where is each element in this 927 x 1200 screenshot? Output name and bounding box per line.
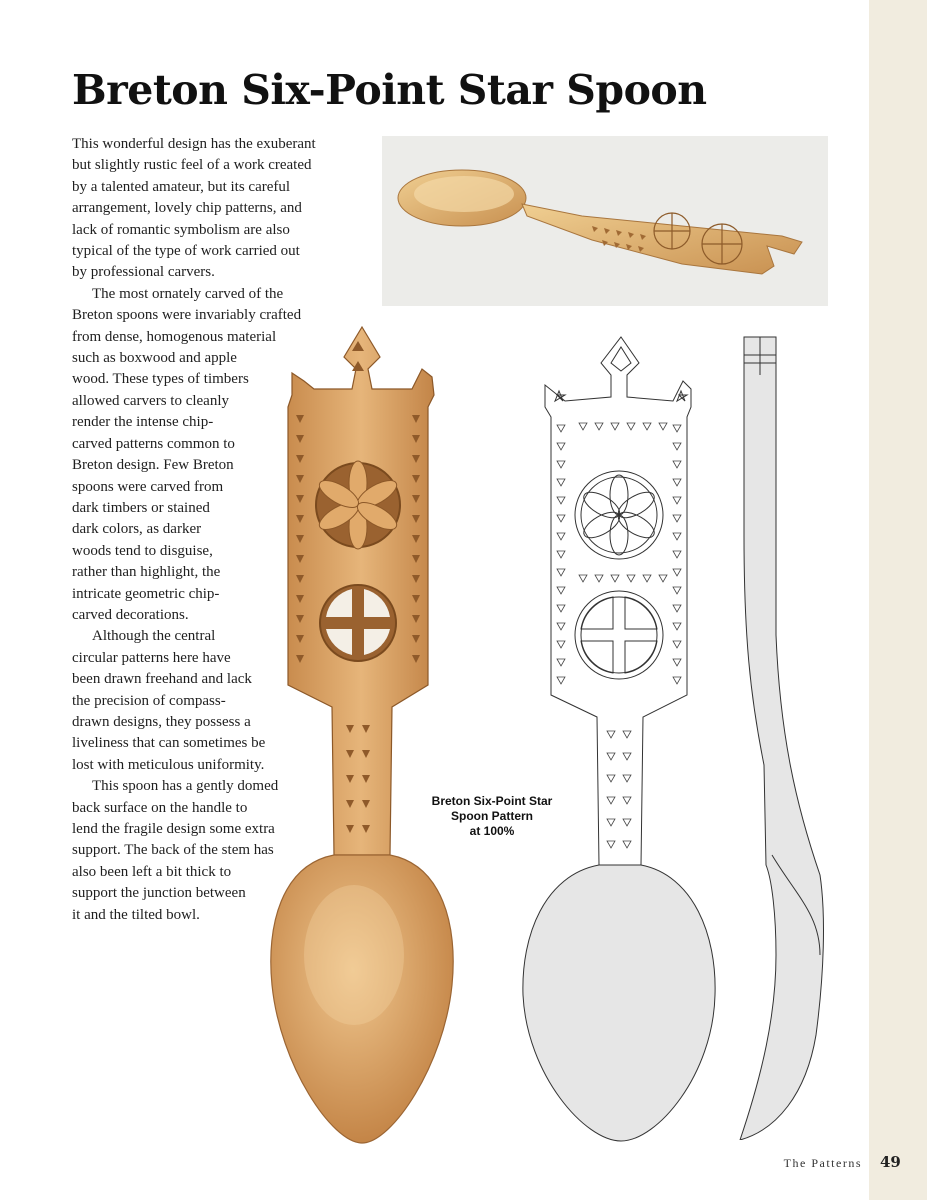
- spoon-pattern-front: [515, 335, 725, 1145]
- carved-spoon-photo: [262, 325, 462, 1150]
- margin-strip: [869, 0, 927, 1200]
- section-label: The Patterns: [783, 1156, 862, 1170]
- page-title: Breton Six-Point Star Spoon: [72, 66, 707, 114]
- paragraph-4: This spoon has a gently domed back surface on the handle to lend the fragile design some extra support. The back of the stem has also been left a bit thick to support the junction between it and the tilted bowl.: [72, 778, 279, 923]
- spoon-pattern-side: [736, 335, 832, 1140]
- spoon-side-illustration: [382, 136, 828, 306]
- paragraph-2: The most ornately carved of the Breton spoons were invariably crafted from dense, homogenous material such as boxwood and apple wood. These types of timbers allowed carvers to cleanly render the intense chip- carved patterns common to Breton design. Few Breton spoons were carved from dark timbers or stained dark colors, as darker woods tend to disguise, rather than highlight, the intricate geometric chip- carved decorations.: [72, 285, 302, 623]
- pattern-caption: [420, 794, 564, 839]
- caption-line-3: at 100%: [469, 824, 515, 838]
- caption-line-1: Breton Six-Point Star: [431, 794, 553, 808]
- paragraph-3: Although the central circular patterns here have been drawn freehand and lack the precision of compass- drawn designs, they possess a liveliness that can sometimes be lost with meticulous uniformity.: [72, 628, 266, 773]
- caption-line-2: Spoon Pattern: [450, 809, 533, 823]
- page-number: 49: [880, 1153, 901, 1171]
- paragraph-1: This wonderful design has the exuberant but slightly rustic feel of a work created by a talented amateur, but its careful arrangement, lovely chip patterns, and lack of romantic symbolism are also typical of the type of work carried out by professional carvers.: [72, 136, 316, 281]
